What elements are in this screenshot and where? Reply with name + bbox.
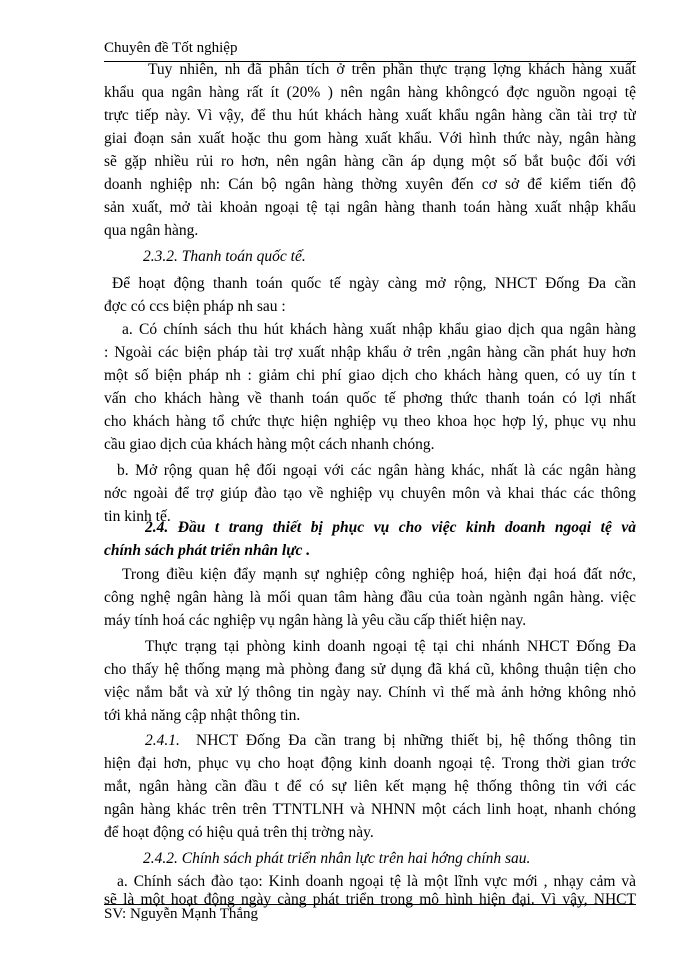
heading-line: chính sách phát triển nhân lực . <box>104 542 311 559</box>
text-line: a. Chính sách đào tạo: Kinh doanh ngoại tệ là một lĩnh vực mới , nhạy cảm và <box>117 873 636 890</box>
text-line: a. Có chính sách thu hút khách hàng xuất nhập khẩu giao dịch qua ngân hàng <box>122 321 636 338</box>
text-line: sản xuất, mở tài khoản ngoại tệ tại ngân hàng thanh toán hàng xuất nhập khẩu <box>104 199 636 216</box>
text-line: Thực trạng tại phòng kinh doanh ngoại tệ tại chi nhánh NHCT Đống Đa <box>145 638 636 655</box>
page-footer: SV: Nguyễn Mạnh Thắng <box>104 906 259 922</box>
text-line: máy tính hoá các nghiệp vụ ngân hàng là yêu cầu cấp thiết hiện nay. <box>104 612 527 629</box>
text-line: công nghệ ngân hàng là mối quan tâm hàng đầu của toàn ngành ngân hàng. việc <box>104 589 636 606</box>
text-line: cho thấy hệ thống mạng mà phòng đang sử dụng đã khá cũ, không thuận tiện cho <box>104 661 636 678</box>
text-line: vấn cho khách hàng về thanh toán quốc tế phơng thức thanh toán có lợi nhất <box>104 390 636 407</box>
text-line: Trong điều kiện đẩy mạnh sự nghiệp công nghiệp hoá, hiện đại hoá đất nớc, <box>122 566 636 583</box>
text-line: doanh nghiệp nh: Cán bộ ngân hàng thờng xuyên đến cơ sở để kiểm tiến độ <box>104 176 636 193</box>
text-line: khẩu qua ngân hàng rất ít (20% ) nên ngân hàng khôngcó đợc nguồn ngoại tệ <box>104 84 636 101</box>
text-line: ngân hàng khác trên trên TTNTLNH và NHNN một cách linh hoạt, nhanh chóng <box>104 801 636 818</box>
text-line: NHCT Đống Đa cần trang bị những thiết bị, hệ thống thông tin <box>196 732 636 749</box>
text-line: hiện đại hơn, phục vụ cho hoạt động kinh doanh ngoại tệ. Trong thời gian trớc <box>104 755 636 772</box>
footer-rule <box>104 904 636 905</box>
text-line: mắt, ngân hàng cần đầu t để có sự liên kết mạng hệ thống thông tin với các <box>104 778 636 795</box>
text-line: đợc có ccs biện pháp nh sau : <box>104 298 286 315</box>
text-line: sẽ là một hoạt động ngày càng phát triển trong mô hình hiện đại. Vì vậy, NHCT <box>104 891 636 908</box>
text-line: tới khả năng cập nhật thông tin. <box>104 707 301 724</box>
text-line: : Ngoài các biện pháp tài trợ xuất nhập khẩu ở trên ,ngân hàng cần phát huy hơn <box>104 344 636 361</box>
text-line: cho khách hàng tổ chức thực hiện nghiệp vụ theo khoa học hợp lý, phục vụ nhu <box>104 413 636 430</box>
text-line: một số biện pháp nh : giảm chi phí giao dịch cho khách hàng quen, có uy tín t <box>104 367 636 384</box>
heading-line: 2.4. Đầu t trang thiết bị phục vụ cho việc kinh doanh ngoại tệ và <box>145 519 636 536</box>
section-number: 2.4.1. <box>145 732 180 749</box>
text-line: trực tiếp này. Vì vậy, để thu hút khách hàng xuất khẩu ngân hàng cần tài trợ từ <box>104 107 636 124</box>
text-line: tin kinh tế. <box>104 508 171 525</box>
text-line: Tuy nhiên, nh đã phân tích ở trên phần thực trạng lợng khách hàng xuất <box>148 61 636 78</box>
text-line: qua ngân hàng. <box>104 222 199 239</box>
text-line: b. Mở rộng quan hệ đối ngoại với các ngân hàng khác, nhất là các ngân hàng <box>117 462 636 479</box>
text-line: việc nắm bắt và xử lý thông tin ngày nay. Chính vì thế mà ảnh hởng không nhỏ <box>104 684 636 701</box>
text-line: Để hoạt động thanh toán quốc tế ngày càng mở rộng, NHCT Đống Đa cần <box>112 275 636 292</box>
section-heading-2-3-2: 2.3.2. Thanh toán quốc tế. <box>143 248 306 265</box>
section-heading-2-4-2: 2.4.2. Chính sách phát triển nhân lực trên hai hớng chính sau. <box>143 850 531 867</box>
text-line: sẽ gặp nhiều rủi ro hơn, nên ngân hàng cần áp dụng một số bắt buộc đối với <box>104 153 636 170</box>
text-line: nớc ngoài để trợ giúp đào tạo về nghiệp vụ chuyên môn và khai thác các thông <box>104 485 636 502</box>
text-line: giai đoạn sản xuất hoặc thu gom hàng xuất khẩu. Với hình thức này, ngân hàng <box>104 130 636 147</box>
text-line: để hoạt động có hiệu quả trên thị trờng này. <box>104 824 374 841</box>
text-line: cầu giao dịch của khách hàng một cách nhanh chóng. <box>104 436 435 453</box>
page-header: Chuyên đề Tốt nghiệp <box>104 40 238 56</box>
